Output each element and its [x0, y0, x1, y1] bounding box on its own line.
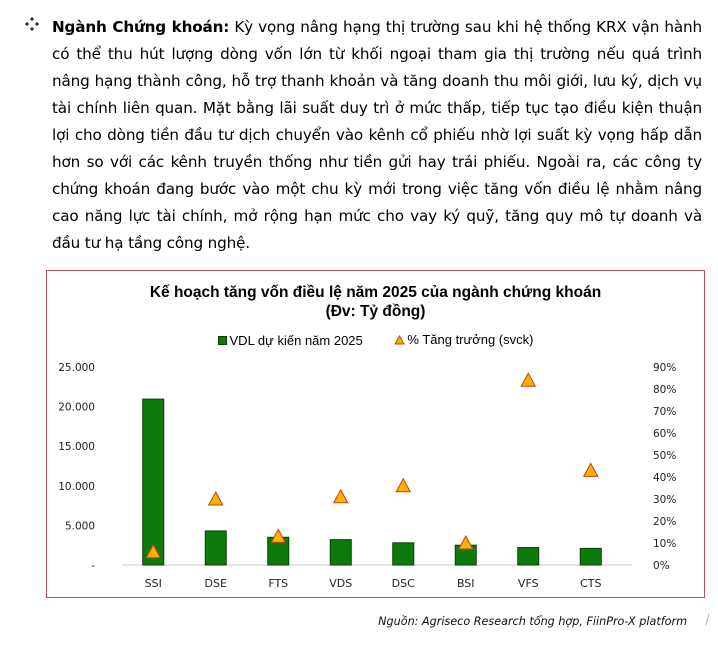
category-label: VDS — [329, 577, 353, 590]
growth-marker-dsc — [396, 479, 410, 492]
growth-marker-dse — [209, 492, 223, 505]
growth-marker-fts — [271, 529, 285, 542]
right-axis-tick-label: 90% — [653, 362, 677, 374]
legend-label-triangle: % Tăng trưởng (svck) — [407, 332, 534, 347]
paragraph-heading: Ngành Chứng khoán: — [52, 18, 230, 36]
growth-marker-vds — [334, 490, 348, 503]
source-caption: Nguồn: Agriseco Research tổng hợp, FiinPro-X platform — [378, 615, 687, 628]
bar-dsc — [393, 543, 414, 565]
category-label: BSI — [456, 577, 475, 590]
left-axis-tick-label: - — [91, 560, 95, 572]
category-label: FTS — [268, 577, 289, 590]
right-axis-tick-label: 80% — [653, 384, 677, 396]
legend-label-bar: VDL dự kiến năm 2025 — [229, 332, 363, 348]
diamond-bullet-icon — [25, 17, 39, 31]
category-label: SSI — [144, 577, 162, 590]
growth-marker-vfs — [521, 373, 535, 386]
right-axis-tick-label: 60% — [653, 428, 677, 440]
growth-marker-bsi — [459, 536, 473, 549]
bar-cts — [580, 548, 601, 565]
chart-title-line1: Kế hoạch tăng vốn điều lệ năm 2025 của ngành chứng khoán — [149, 284, 602, 301]
right-axis-tick-label: 50% — [653, 450, 677, 462]
category-label: DSE — [204, 577, 227, 590]
growth-marker-cts — [584, 463, 598, 476]
page-edge-artifact: / — [705, 612, 710, 628]
chart-plot-area — [47, 271, 703, 596]
left-axis-tick-label: 5.000 — [64, 520, 95, 533]
right-axis-tick-label: 40% — [653, 472, 677, 484]
bar-vfs — [518, 548, 539, 565]
right-axis-tick-label: 10% — [653, 538, 677, 550]
right-axis-tick-label: 20% — [653, 516, 677, 528]
category-label: VFS — [517, 577, 539, 590]
category-label: CTS — [580, 577, 602, 590]
bar-vds — [330, 540, 351, 565]
bar-dse — [205, 531, 226, 565]
bar-ssi — [143, 399, 164, 565]
left-axis-tick-label: 15.000 — [58, 441, 95, 454]
left-axis-tick-label: 25.000 — [58, 362, 95, 374]
left-axis-tick-label: 10.000 — [58, 480, 95, 493]
chart-title-line2: (Đv: Tỷ đồng) — [325, 303, 426, 320]
sector-paragraph — [52, 14, 702, 257]
right-axis-tick-label: 0% — [653, 560, 670, 572]
right-axis-tick-label: 70% — [653, 406, 677, 418]
paragraph-body: Kỳ vọng nâng hạng thị trường sau khi hệ thống KRX vận hành có thể thu hút lượng dòng vốn lớn từ khối ngoại tham gia thị trường nếu quá trình nâng hạng thành công, hỗ trợ thanh khoản và tăng doanh thu môi giới, lưu ký, dịch vụ tài chính liên quan. Mặt bằng lãi suất duy trì ở mức thấp, tiếp tục tạo điều kiện thuận lợi cho dòng tiền đầu tư dịch chuyển vào kênh cổ phiếu nhờ lợi suất kỳ vọng hấp dẫn hơn so với các kênh truyền thống như tiền gửi hay trái phiếu. Ngoài ra, các công ty chứng khoán đang bước vào một chu kỳ mới trong việc tăng vốn điều lệ nhằm nâng cao năng lực tài chính, mở rộng hạn mức cho vay ký quỹ, tăng quy mô tự doanh và đầu tư hạ tầng công nghệ. — [52, 18, 702, 252]
right-axis-tick-label: 30% — [653, 494, 677, 506]
left-axis-tick-label: 20.000 — [58, 401, 95, 414]
chart-frame — [46, 270, 705, 598]
category-label: DSC — [391, 577, 415, 590]
